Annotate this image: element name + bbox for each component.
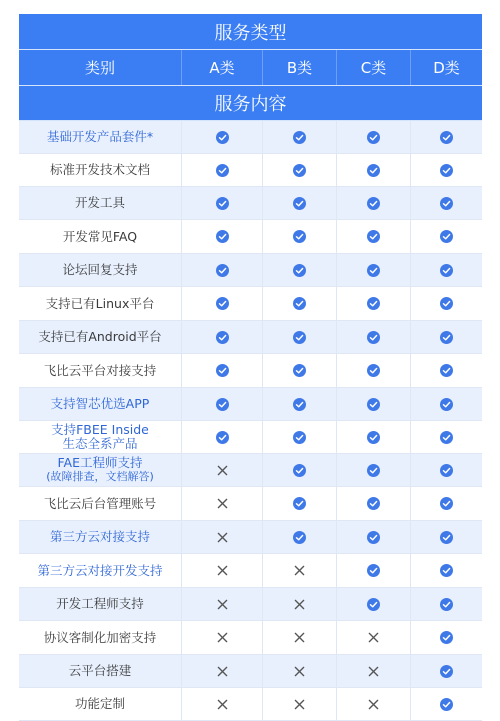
check-icon bbox=[216, 164, 229, 177]
cell-b bbox=[262, 220, 336, 253]
feature-label-line: (故障排查，文档解答) bbox=[46, 470, 154, 483]
feature-label-line: 基础开发产品套件* bbox=[46, 129, 154, 144]
cell-a bbox=[181, 655, 262, 687]
check-icon bbox=[440, 230, 453, 243]
col-header-d: D类 bbox=[410, 50, 482, 85]
col-header-c: C类 bbox=[336, 50, 410, 85]
check-icon bbox=[440, 131, 453, 144]
cell-a bbox=[181, 354, 262, 387]
cell-b bbox=[262, 388, 336, 420]
feature-label-line: 开发工程师支持 bbox=[56, 596, 144, 611]
cross-icon bbox=[368, 699, 379, 710]
cell-a bbox=[181, 421, 262, 453]
feature-label-line: 支持FBEE Inside bbox=[51, 422, 149, 437]
feature-label-line: 云平台搭建 bbox=[68, 663, 132, 678]
feature-name bbox=[19, 254, 181, 286]
cell-c bbox=[336, 487, 410, 520]
cell-b bbox=[262, 487, 336, 520]
cell-d bbox=[410, 287, 482, 320]
cross-icon bbox=[217, 599, 228, 610]
check-icon bbox=[440, 531, 453, 544]
table-row bbox=[19, 487, 482, 521]
check-icon bbox=[293, 264, 306, 277]
cell-c bbox=[336, 621, 410, 654]
check-icon bbox=[440, 197, 453, 210]
table-row bbox=[19, 154, 482, 187]
check-icon bbox=[440, 364, 453, 377]
cross-icon bbox=[294, 565, 305, 576]
cell-d bbox=[410, 421, 482, 453]
check-icon bbox=[293, 398, 306, 411]
feature-name bbox=[19, 121, 181, 153]
cell-b bbox=[262, 421, 336, 453]
cell-a bbox=[181, 688, 262, 720]
cell-c bbox=[336, 655, 410, 687]
cell-c bbox=[336, 454, 410, 486]
feature-label-line: 功能定制 bbox=[74, 696, 125, 711]
table-row bbox=[19, 521, 482, 554]
check-icon bbox=[440, 564, 453, 577]
check-icon bbox=[216, 331, 229, 344]
table-row bbox=[19, 688, 482, 721]
cell-c bbox=[336, 354, 410, 387]
feature-label-line: 第三方云对接支持 bbox=[49, 529, 150, 544]
cross-icon bbox=[217, 465, 228, 476]
cell-b bbox=[262, 187, 336, 219]
cell-d bbox=[410, 454, 482, 486]
check-icon bbox=[367, 164, 380, 177]
feature-name bbox=[19, 388, 181, 420]
cell-a bbox=[181, 287, 262, 320]
table-row bbox=[19, 321, 482, 354]
check-icon bbox=[293, 531, 306, 544]
cell-d bbox=[410, 187, 482, 219]
cell-b bbox=[262, 454, 336, 486]
cell-c bbox=[336, 254, 410, 286]
feature-name bbox=[19, 454, 181, 486]
check-icon bbox=[367, 297, 380, 310]
cell-a bbox=[181, 154, 262, 186]
cross-icon bbox=[217, 565, 228, 576]
feature-label-line: FAE工程师支持 bbox=[57, 455, 143, 470]
feature-name bbox=[19, 621, 181, 654]
cell-d bbox=[410, 354, 482, 387]
cross-icon bbox=[294, 632, 305, 643]
feature-name bbox=[19, 154, 181, 186]
cell-d bbox=[410, 388, 482, 420]
cross-icon bbox=[217, 632, 228, 643]
check-icon bbox=[440, 297, 453, 310]
feature-label-line: 开发常见FAQ bbox=[62, 228, 138, 244]
feature-label-line: 开发工具 bbox=[74, 195, 125, 210]
cell-c bbox=[336, 588, 410, 620]
check-icon bbox=[216, 197, 229, 210]
section-title: 服务内容 bbox=[19, 86, 482, 121]
feature-label-line: 支持智芯优选APP bbox=[50, 396, 150, 411]
cell-d bbox=[410, 321, 482, 353]
cell-d bbox=[410, 655, 482, 687]
cell-b bbox=[262, 121, 336, 153]
cell-b bbox=[262, 621, 336, 654]
cell-a bbox=[181, 454, 262, 486]
cell-b bbox=[262, 655, 336, 687]
check-icon bbox=[293, 164, 306, 177]
cell-d bbox=[410, 487, 482, 520]
cell-a bbox=[181, 220, 262, 253]
cell-a bbox=[181, 487, 262, 520]
feature-name bbox=[19, 487, 181, 520]
cell-b bbox=[262, 588, 336, 620]
cell-d bbox=[410, 254, 482, 286]
table-row bbox=[19, 187, 482, 220]
cross-icon bbox=[368, 666, 379, 677]
check-icon bbox=[293, 431, 306, 444]
check-icon bbox=[367, 131, 380, 144]
check-icon bbox=[293, 297, 306, 310]
cell-d bbox=[410, 588, 482, 620]
table-row bbox=[19, 621, 482, 655]
cell-a bbox=[181, 388, 262, 420]
cell-b bbox=[262, 287, 336, 320]
check-icon bbox=[440, 264, 453, 277]
check-icon bbox=[216, 431, 229, 444]
cell-d bbox=[410, 688, 482, 720]
feature-name bbox=[19, 321, 181, 353]
table-row bbox=[19, 121, 482, 154]
service-table bbox=[19, 14, 482, 721]
cell-b bbox=[262, 521, 336, 553]
cell-d bbox=[410, 154, 482, 186]
check-icon bbox=[440, 631, 453, 644]
feature-name bbox=[19, 287, 181, 320]
feature-label-line: 生态全系产品 bbox=[62, 436, 138, 451]
check-icon bbox=[293, 331, 306, 344]
feature-name bbox=[19, 354, 181, 387]
feature-label-line: 飞比云平台对接支持 bbox=[43, 362, 157, 378]
col-header-b: B类 bbox=[262, 50, 336, 85]
col-header-a: A类 bbox=[181, 50, 262, 85]
cell-b bbox=[262, 321, 336, 353]
cross-icon bbox=[217, 699, 228, 710]
check-icon bbox=[367, 197, 380, 210]
cell-a bbox=[181, 254, 262, 286]
cell-a bbox=[181, 554, 262, 587]
check-icon bbox=[216, 131, 229, 144]
table-row bbox=[19, 588, 482, 621]
check-icon bbox=[440, 698, 453, 711]
table-row bbox=[19, 220, 482, 254]
check-icon bbox=[367, 230, 380, 243]
feature-name bbox=[19, 421, 181, 453]
check-icon bbox=[440, 398, 453, 411]
cell-c bbox=[336, 220, 410, 253]
col-header-category: 类别 bbox=[84, 59, 115, 77]
cell-b bbox=[262, 688, 336, 720]
cell-b bbox=[262, 254, 336, 286]
table-title: 服务类型 bbox=[19, 14, 482, 50]
cell-c bbox=[336, 388, 410, 420]
table-row bbox=[19, 554, 482, 588]
table-row bbox=[19, 421, 482, 454]
cell-a bbox=[181, 588, 262, 620]
cell-d bbox=[410, 521, 482, 553]
feature-label-line: 标准开发技术文档 bbox=[49, 162, 150, 177]
cell-c bbox=[336, 554, 410, 587]
table-row bbox=[19, 354, 482, 388]
check-icon bbox=[367, 464, 380, 477]
cross-icon bbox=[368, 632, 379, 643]
feature-name bbox=[19, 220, 181, 253]
feature-label-line: 飞比云后台管理账号 bbox=[43, 495, 157, 511]
check-icon bbox=[293, 197, 306, 210]
check-icon bbox=[216, 230, 229, 243]
feature-name bbox=[19, 554, 181, 587]
check-icon bbox=[440, 164, 453, 177]
check-icon bbox=[293, 230, 306, 243]
feature-label-line: 支持已有Linux平台 bbox=[45, 295, 155, 311]
check-icon bbox=[293, 131, 306, 144]
feature-label-line: 支持已有Android平台 bbox=[38, 329, 162, 344]
cell-a bbox=[181, 521, 262, 553]
cell-d bbox=[410, 554, 482, 587]
feature-name bbox=[19, 187, 181, 219]
cell-c bbox=[336, 121, 410, 153]
table-row bbox=[19, 254, 482, 287]
cell-b bbox=[262, 154, 336, 186]
check-icon bbox=[440, 431, 453, 444]
cell-d bbox=[410, 121, 482, 153]
feature-label-line: 协议客制化加密支持 bbox=[43, 629, 157, 645]
check-icon bbox=[367, 531, 380, 544]
feature-name bbox=[19, 588, 181, 620]
feature-label-line: 第三方云对接开发支持 bbox=[37, 562, 163, 578]
check-icon bbox=[367, 264, 380, 277]
check-icon bbox=[440, 464, 453, 477]
table-row bbox=[19, 454, 482, 487]
header-row bbox=[19, 50, 482, 86]
cell-c bbox=[336, 521, 410, 553]
table-row bbox=[19, 655, 482, 688]
check-icon bbox=[367, 398, 380, 411]
check-icon bbox=[293, 364, 306, 377]
check-icon bbox=[440, 497, 453, 510]
cell-c bbox=[336, 154, 410, 186]
table-body bbox=[19, 121, 482, 721]
cell-c bbox=[336, 321, 410, 353]
check-icon bbox=[293, 497, 306, 510]
cell-c bbox=[336, 688, 410, 720]
cell-c bbox=[336, 187, 410, 219]
feature-name bbox=[19, 655, 181, 687]
check-icon bbox=[367, 564, 380, 577]
check-icon bbox=[293, 464, 306, 477]
cell-b bbox=[262, 354, 336, 387]
feature-name bbox=[19, 521, 181, 553]
check-icon bbox=[367, 331, 380, 344]
cell-d bbox=[410, 621, 482, 654]
check-icon bbox=[440, 598, 453, 611]
feature-label-line: 论坛回复支持 bbox=[62, 262, 138, 277]
cell-a bbox=[181, 621, 262, 654]
cell-a bbox=[181, 321, 262, 353]
table-row bbox=[19, 287, 482, 321]
cell-c bbox=[336, 287, 410, 320]
cross-icon bbox=[294, 666, 305, 677]
cell-c bbox=[336, 421, 410, 453]
table-row bbox=[19, 388, 482, 421]
cell-d bbox=[410, 220, 482, 253]
cell-b bbox=[262, 554, 336, 587]
cell-a bbox=[181, 187, 262, 219]
check-icon bbox=[440, 331, 453, 344]
check-icon bbox=[367, 364, 380, 377]
cross-icon bbox=[294, 599, 305, 610]
check-icon bbox=[216, 398, 229, 411]
check-icon bbox=[216, 297, 229, 310]
check-icon bbox=[440, 665, 453, 678]
check-icon bbox=[216, 364, 229, 377]
cross-icon bbox=[294, 699, 305, 710]
check-icon bbox=[367, 497, 380, 510]
cross-icon bbox=[217, 498, 228, 509]
check-icon bbox=[367, 598, 380, 611]
cross-icon bbox=[217, 532, 228, 543]
cell-a bbox=[181, 121, 262, 153]
feature-name bbox=[19, 688, 181, 720]
check-icon bbox=[367, 431, 380, 444]
cross-icon bbox=[217, 666, 228, 677]
check-icon bbox=[216, 264, 229, 277]
